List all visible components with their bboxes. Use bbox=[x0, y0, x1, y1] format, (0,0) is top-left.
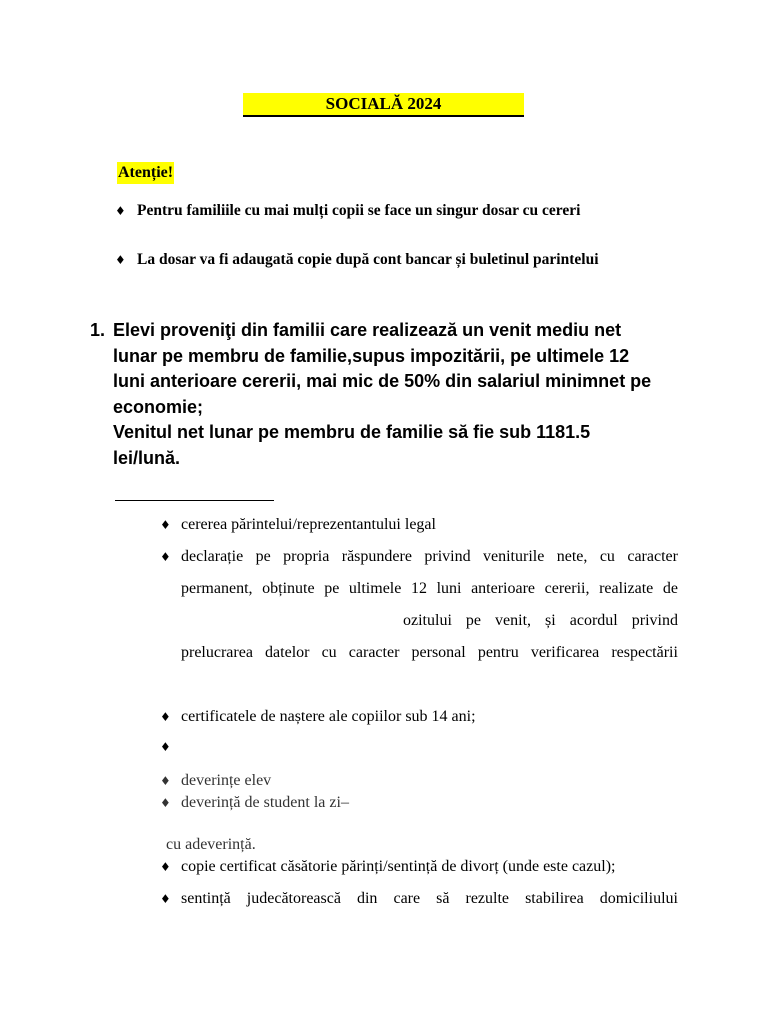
bullet-diamond-icon: ♦ bbox=[160, 892, 171, 906]
doc-item-student-certificate: deverințe elev bbox=[181, 772, 272, 789]
section-number: 1. bbox=[90, 320, 106, 340]
page-title-highlight bbox=[243, 93, 524, 117]
attention-bullet-2 bbox=[115, 250, 599, 270]
doc-item-court-ruling-line: sentință judecătorească din care să rezulte stabilirea domiciliului bbox=[181, 890, 678, 907]
attention-bullet-text: La dosar va fi adaugată copie după cont bancar și buletinul parintelui bbox=[137, 251, 599, 268]
section-line: lei/lună. bbox=[113, 447, 181, 468]
bullet-diamond-icon: ♦ bbox=[160, 774, 171, 788]
section-1 bbox=[90, 318, 710, 471]
bullet-diamond-icon: ♦ bbox=[160, 740, 171, 754]
doc-continuation-text: cu adeverință. bbox=[166, 836, 256, 853]
bullet-diamond-icon: ♦ bbox=[160, 710, 171, 724]
doc-item-request: cererea părintelui/reprezentantului legal bbox=[181, 516, 436, 533]
separator-rule bbox=[115, 500, 274, 501]
doc-item-declaration-line: prelucrarea datelor cu caracter personal pentru verificarea respectării bbox=[181, 644, 678, 661]
doc-item-declaration-line: permanent, obținute pe ultimele 12 luni anterioare cererii, realizate de bbox=[181, 580, 678, 597]
section-line: Venitul net lunar pe membru de familie să fie sub 1181.5 bbox=[113, 422, 591, 442]
section-line: lunar pe membru de familie,supus impozitării, pe ultimele 12 bbox=[113, 345, 630, 366]
doc-item-declaration-line: declarație pe propria răspundere privind veniturile nete, cu caracter bbox=[181, 548, 678, 565]
bullet-diamond-icon: ♦ bbox=[115, 204, 126, 218]
bullet-diamond-icon: ♦ bbox=[160, 550, 171, 564]
page-title: SOCIALĂ 2024 bbox=[325, 94, 442, 113]
bullet-diamond-icon: ♦ bbox=[160, 518, 171, 532]
doc-item-university-certificate: deverință de student la zi– bbox=[181, 794, 349, 811]
doc-item-birth-certificates: certificatele de naștere ale copiilor sub 14 ani; bbox=[181, 708, 476, 725]
section-line: Elevi proveniţi din familii care realizează un venit mediu net bbox=[113, 320, 622, 340]
attention-bullet-1 bbox=[115, 201, 581, 221]
section-line: luni anterioare cererii, mai mic de 50% din salariul minimnet pe bbox=[113, 371, 652, 391]
section-line: economie; bbox=[113, 396, 204, 417]
doc-item-marriage-certificate: copie certificat căsătorie părinți/sentință de divorț (unde este cazul); bbox=[181, 858, 616, 875]
attention-label: Atenție! bbox=[117, 162, 174, 184]
bullet-diamond-icon: ♦ bbox=[160, 796, 171, 810]
bullet-diamond-icon: ♦ bbox=[160, 860, 171, 874]
bullet-diamond-icon: ♦ bbox=[115, 253, 126, 267]
attention-bullet-text: Pentru familiile cu mai mulți copii se face un singur dosar cu cereri bbox=[137, 202, 581, 219]
doc-item-declaration-line: ozitului pe venit, și acordul privind bbox=[403, 612, 678, 629]
